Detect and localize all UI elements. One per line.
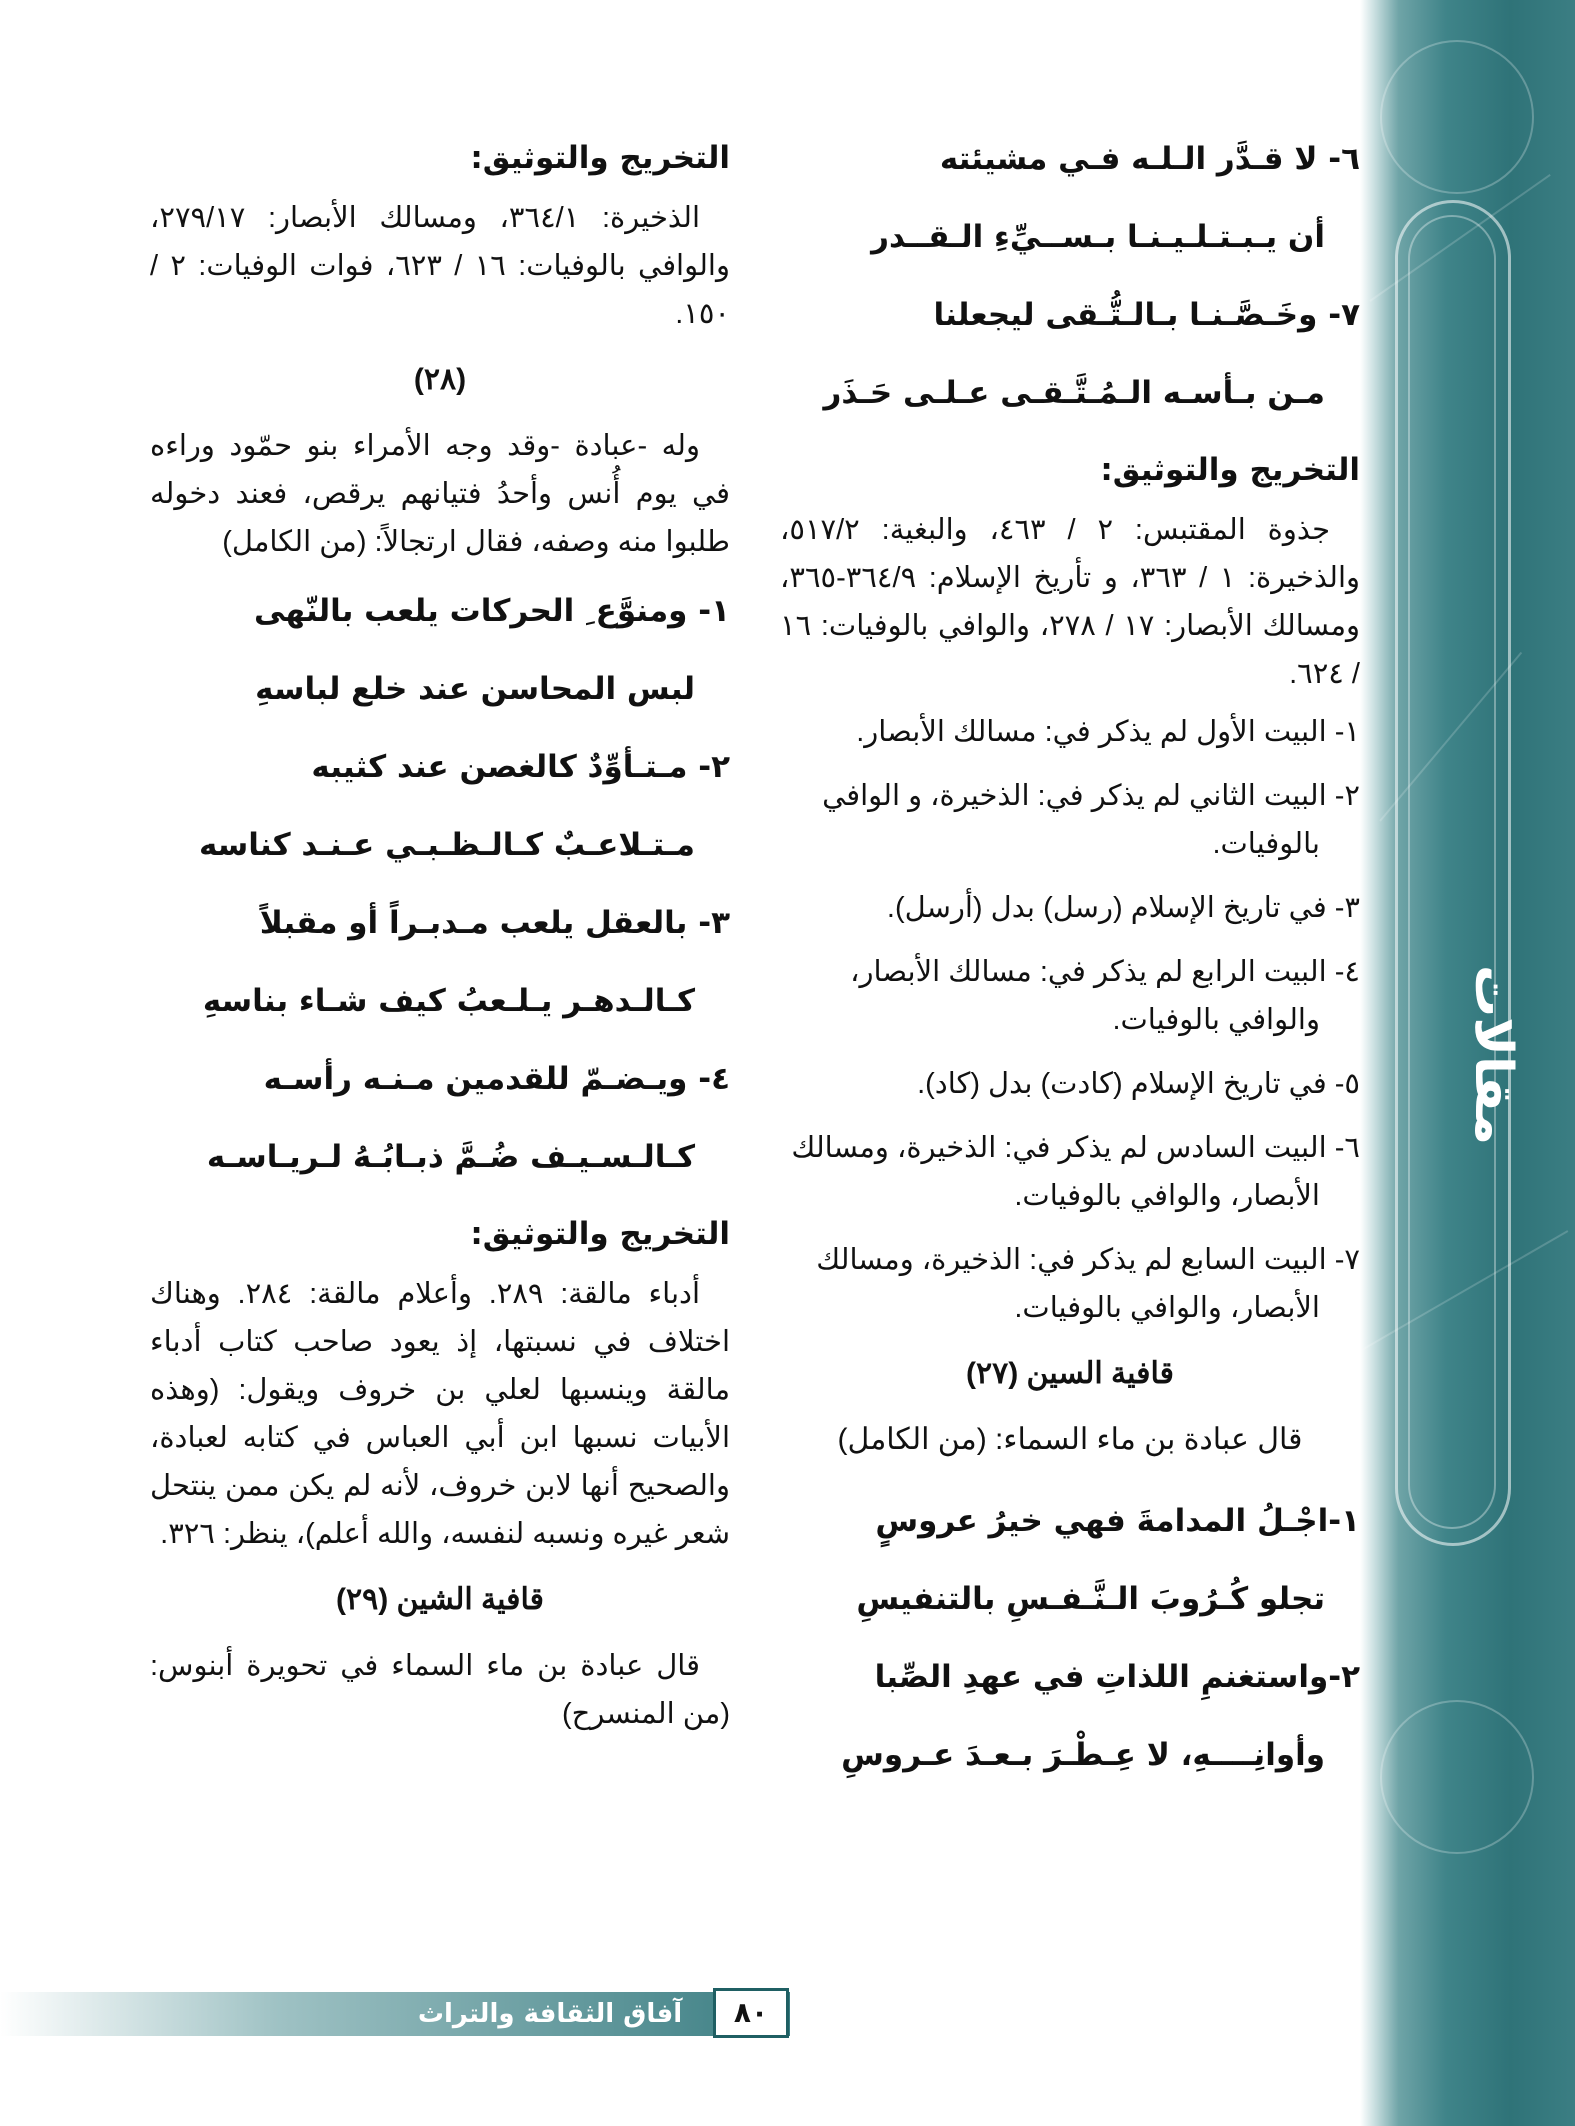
rhyme-title: قافية الشين (٢٩) xyxy=(336,1583,544,1616)
poem-number: (٢٨) xyxy=(413,363,467,396)
right-column xyxy=(780,120,1360,1794)
note-item: ٣- في تاريخ الإسلام (رسل) بدل (أرسل). xyxy=(886,892,1360,924)
verse-line: ٧- وخَـصَّـنـا بـالـتُّـقى ليجعلنا xyxy=(933,297,1360,333)
verse-line: ٣- بالعقل يلعب مـدبـراً أو مقبلاً xyxy=(259,905,730,941)
note-item: ٥- في تاريخ الإسلام (كادت) بدل (كاد). xyxy=(917,1068,1360,1100)
journal-title: آفاق الثقافة والتراث xyxy=(417,1999,683,2029)
verse-line: ١-اجْـلُ المدامةَ فهي خيرُ عروسٍ xyxy=(875,1503,1360,1539)
page-number: ٨٠ xyxy=(713,1988,789,2038)
note-item: ٦- البيت السادس لم يذكر في: الذخيرة، ومسالك الأبصار، والوافي بالوفيات. xyxy=(791,1132,1360,1212)
ornament-frame-inner xyxy=(1408,215,1496,1529)
section-heading: التخريج والتوثيق: xyxy=(470,1216,730,1252)
section-heading: التخريج والتوثيق: xyxy=(470,140,730,176)
documentation-paragraph: أدباء مالقة: ٢٨٩. وأعلام مالقة: ٢٨٤. وهناك اختلاف في نسبتها، إذ يعود صاحب كتاب أدباء مالقة وينسبها لعلي بن خروف ويقول: (وهذه الأبيات نسبها ابن أبي العباس في كتابه لعبادة، والصحيح أنها لابن خروف، لأنه لم يكن ممن ينتحل شعر غيره ونسبه لنفسه، والله أعلم)، ينظر: ٣٢٦. xyxy=(150,1278,730,1550)
verse-line: مـتـلاعـبٌ كـالـظـبـي عـنـد كناسه xyxy=(199,827,695,863)
verse-line: ٢-واستغنمِ اللذاتِ في عهدِ الصِّبا xyxy=(874,1659,1360,1695)
note-item: ٢- البيت الثاني لم يذكر في: الذخيرة، و الوافي بالوفيات. xyxy=(822,780,1360,860)
verse-line: كـالـسـيـف ضُـمَّ ذبـابُـهُ لـريـاسـه xyxy=(206,1139,695,1175)
documentation-paragraph: الذخيرة: ٣٦٤/١، ومسالك الأبصار: ٢٧٩/١٧، والوافي بالوفيات: ١٦ / ٦٢٣، فوات الوفيات: ٢ / ١٥٠. xyxy=(150,202,730,330)
documentation-paragraph: جذوة المقتبس: ٢ / ٤٦٣، والبغية: ٥١٧/٢، والذخيرة: ١ / ٣٦٣، و تأريخ الإسلام: ٣٦٤/٩-٣٦٥، ومسالك الأبصار: ١٧ / ٢٧٨، والوافي بالوفيات: ١٦ / ٦٢٤. xyxy=(780,514,1360,690)
left-column xyxy=(150,120,730,1744)
section-heading: التخريج والتوثيق: xyxy=(1100,452,1360,488)
ornament-circle xyxy=(1380,1700,1534,1854)
verse-group-top xyxy=(780,120,1360,432)
verse-line: ٤- ويـضـمّ للقدمين مـنـه رأسـه xyxy=(263,1061,730,1097)
verse-line: ٦- لا قـدَّر الـلـه فـي مشيئته xyxy=(939,141,1360,177)
ornament-circle xyxy=(1380,40,1534,194)
verse-line: مـن بـأسـه الـمُـتَّـقـى عـلـى حَـذَر xyxy=(823,375,1325,411)
note-item: ٤- البيت الرابع لم يذكر في: مسالك الأبصار، والوافي بالوفيات. xyxy=(850,956,1360,1036)
verse-line: تجلو كُـرُوبَ الـنَّـفـسِ بالتنفيسِ xyxy=(856,1581,1325,1617)
poem-intro: قال عبادة بن ماء السماء: (من الكامل) xyxy=(837,1423,1303,1456)
verse-line: وأوانِــــهِ، لا عِـطْـرَ بـعـدَ عـروسِ xyxy=(841,1737,1325,1773)
verse-line: ٢- مـتـأوِّدٌ كالغصن عند كثيبه xyxy=(311,749,730,785)
poem-intro: وله -عبادة -وقد وجه الأمراء بنو حمّود وراءه في يوم أُنس وأحدُ فتيانهم يرقص، فعند دخوله طلبوا منه وصفه، فقال ارتجالاً: (من الكامل) xyxy=(150,430,730,558)
verse-line: أن يـبـتـلـيـنـا بـســيِّءِ الـقــدر xyxy=(871,219,1325,255)
note-item: ١- البيت الأول لم يذكر في: مسالك الأبصار. xyxy=(856,716,1360,748)
rhyme-title: قافية السين (٢٧) xyxy=(966,1357,1174,1390)
verse-line: لبس المحاسن عند خلع لباسهِ xyxy=(255,671,695,707)
verse-line: ١- ومنوَّع ِ الحركات يلعب بالنّهى xyxy=(253,593,730,629)
verse-line: كـالـدهـر يـلـعبُ كيف شـاء بناسهِ xyxy=(202,983,695,1019)
section-label: مقالات xyxy=(1463,965,1523,1146)
poem-intro: قال عبادة بن ماء السماء في تحويرة أبنوس: (من المنسرح) xyxy=(150,1650,730,1730)
note-item: ٧- البيت السابع لم يذكر في: الذخيرة، ومسالك الأبصار، والوافي بالوفيات. xyxy=(816,1244,1360,1324)
